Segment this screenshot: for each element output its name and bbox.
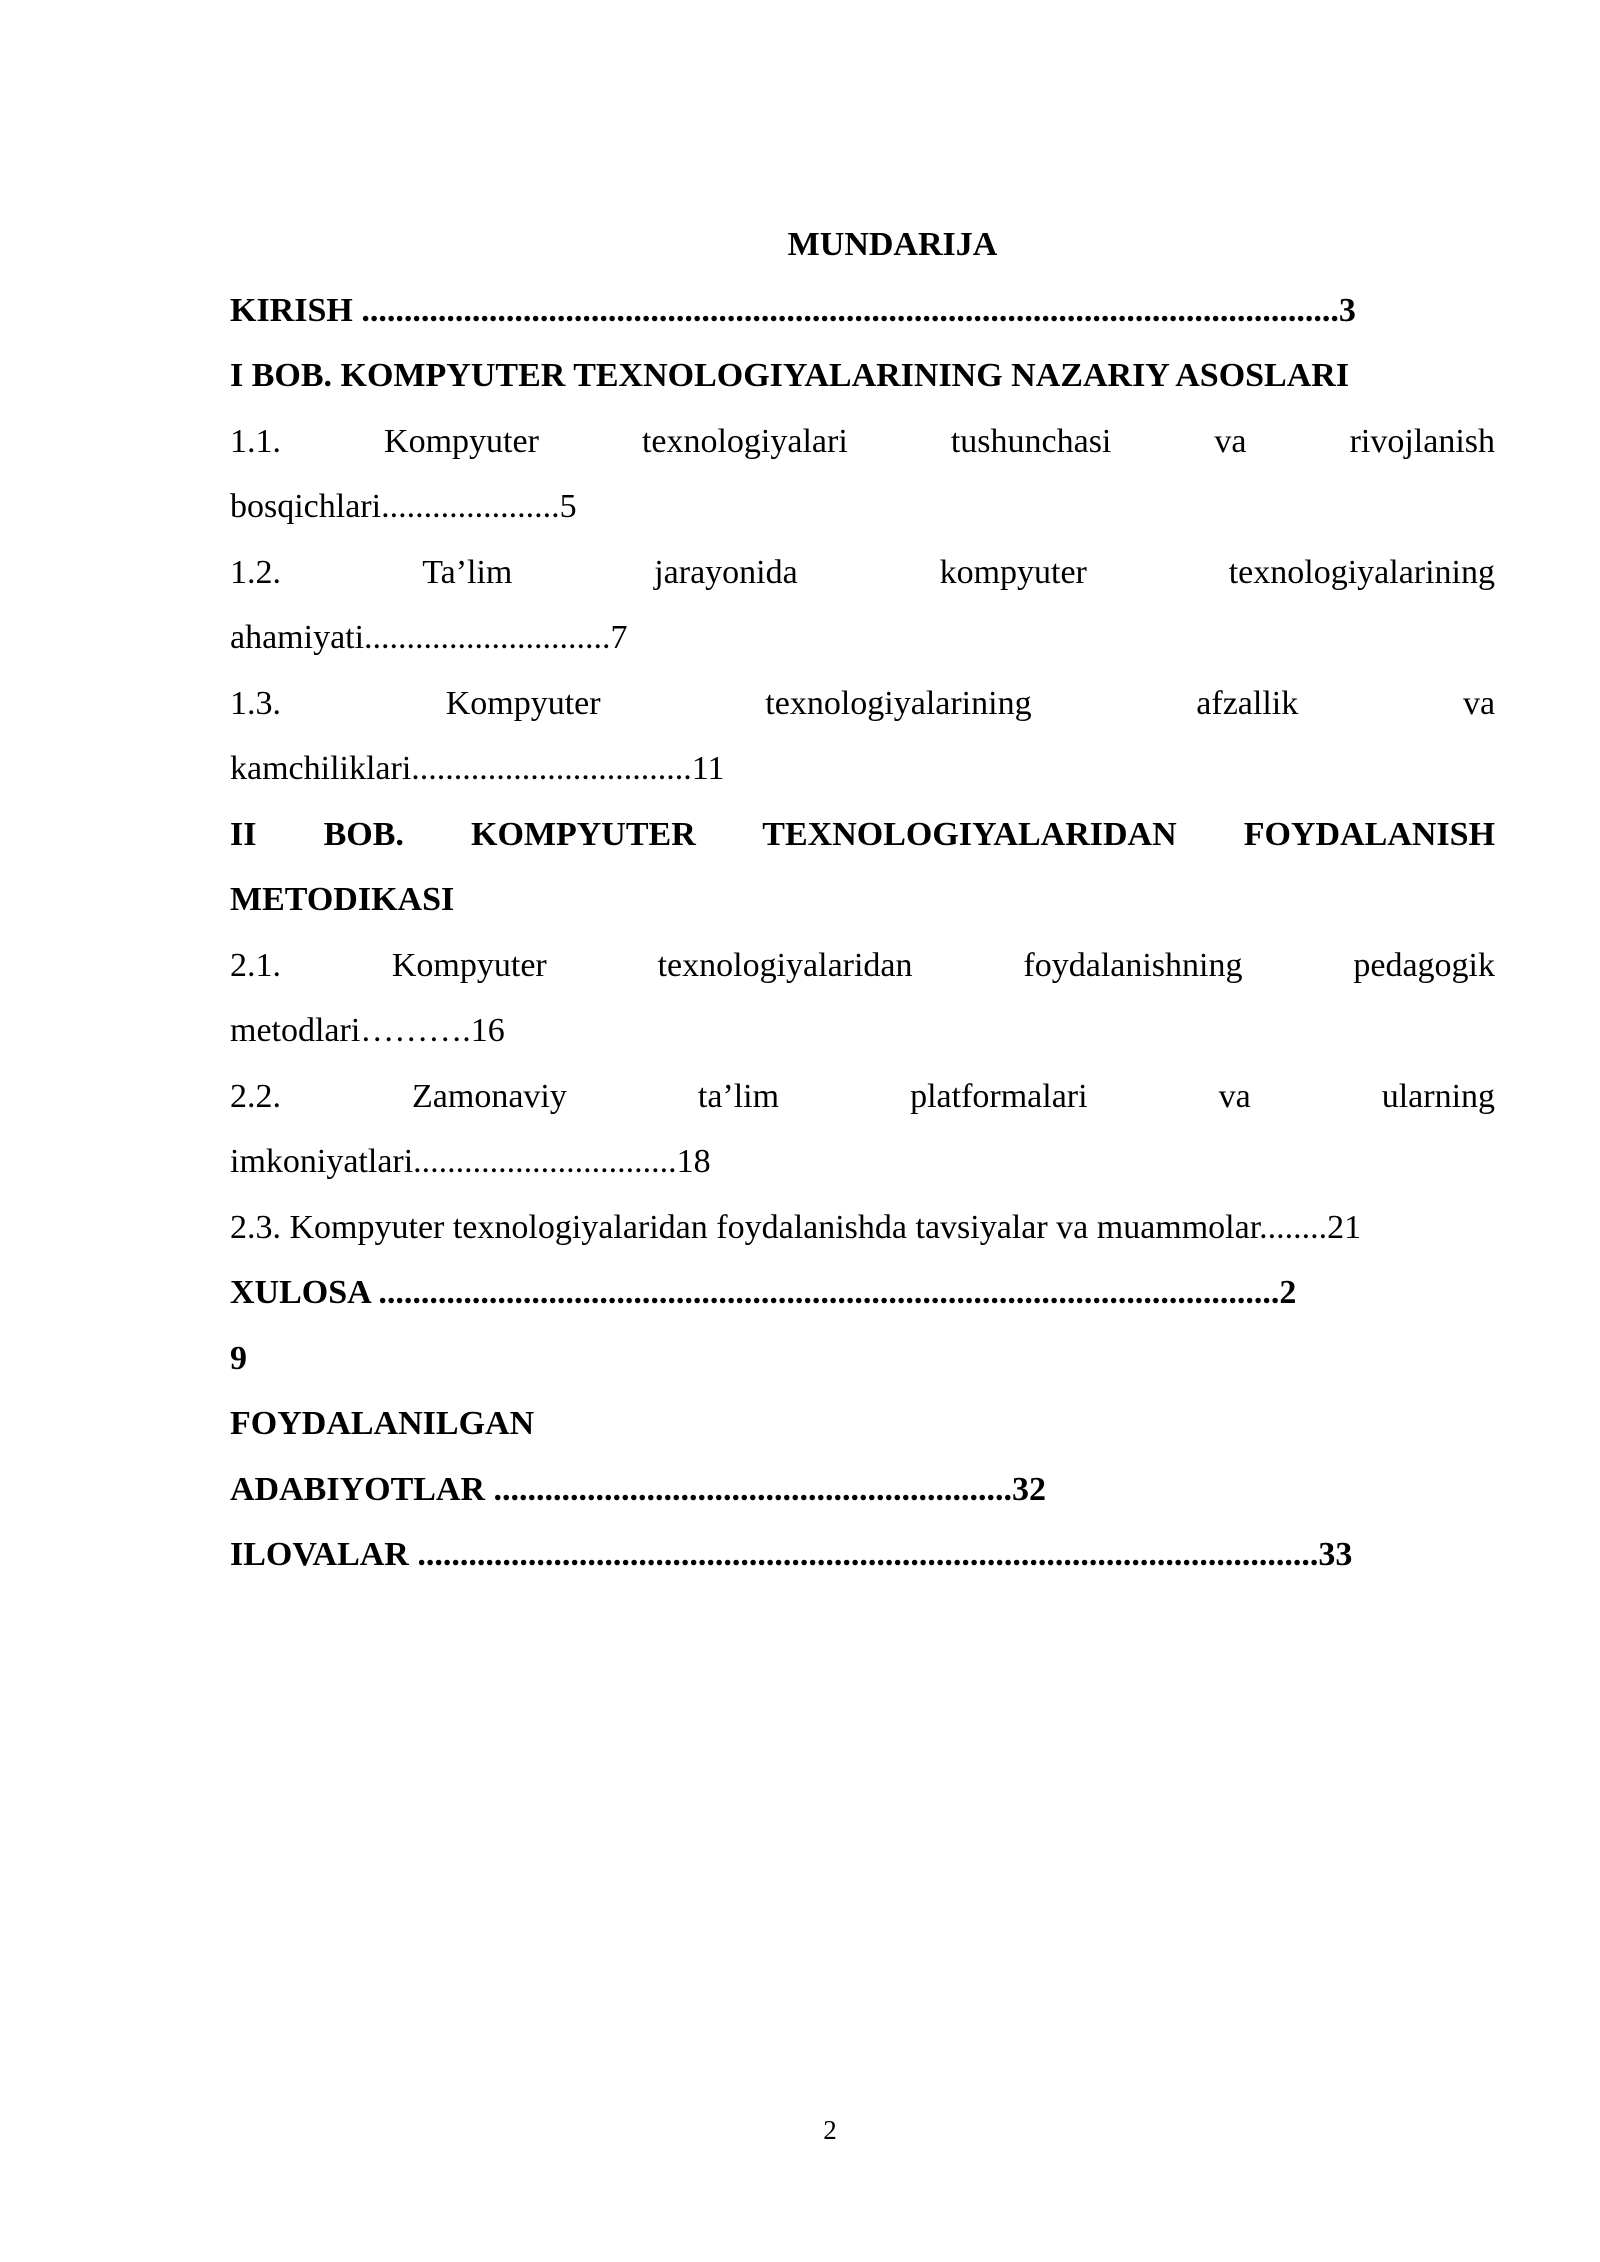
toc-entry-adabiyotlar: ADABIYOTLAR .............................................................32 — [230, 1470, 1047, 1508]
toc-entry-2-1-cont: metodlari……….16 — [230, 1012, 505, 1049]
page-number: 2 — [823, 2115, 837, 2145]
toc-entry-1-3: 1.3. Kompyuter texnologiyalarining afzallik va — [230, 684, 1496, 722]
toc-entry-1-1-cont: bosqichlari.....................5 — [230, 488, 577, 525]
toc-title: MUNDARIJA — [787, 226, 998, 263]
toc-entry-bob2: II BOB. KOMPYUTER TEXNOLOGIYALARIDAN FOYDALANISH — [230, 815, 1496, 853]
toc-entry-1-1: 1.1. Kompyuter texnologiyalari tushunchasi va rivojlanish — [230, 422, 1495, 460]
toc-entry-2-1: 2.1. Kompyuter texnologiyalaridan foydalanishning pedagogik — [230, 946, 1495, 984]
toc-entry-1-2: 1.2. Ta’lim jarayonida kompyuter texnologiyalarining — [230, 553, 1496, 591]
toc-entry-2-2-cont: imkoniyatlari...............................18 — [230, 1143, 711, 1180]
toc-entry-foydalanilgan: FOYDALANILGAN — [230, 1405, 535, 1442]
table-of-contents — [230, 212, 1495, 1588]
toc-entry-bob2-cont: METODIKASI — [230, 881, 455, 918]
toc-entry-ilovalar: ILOVALAR ..........................................................................................................33 — [230, 1536, 1353, 1573]
toc-entry-bob1: I BOB. KOMPYUTER TEXNOLOGIYALARINING NAZARIY ASOSLARI — [230, 357, 1350, 394]
toc-entry-2-2: 2.2. Zamonaviy ta’lim platformalari va ularning — [230, 1077, 1496, 1115]
toc-entry-1-3-cont: kamchiliklari.................................11 — [230, 750, 725, 787]
toc-entry-2-3: 2.3. Kompyuter texnologiyalaridan foydalanishda tavsiyalar va muammolar........21 — [230, 1208, 1362, 1246]
toc-entry-1-2-cont: ahamiyati.............................7 — [230, 619, 628, 656]
toc-entry-xulosa-cont: 9 — [230, 1339, 247, 1377]
toc-entry-xulosa: XULOSA ..........................................................................................................2 — [230, 1274, 1297, 1311]
toc-entry-kirish: KIRISH ...................................................................................................................3 — [230, 291, 1356, 329]
